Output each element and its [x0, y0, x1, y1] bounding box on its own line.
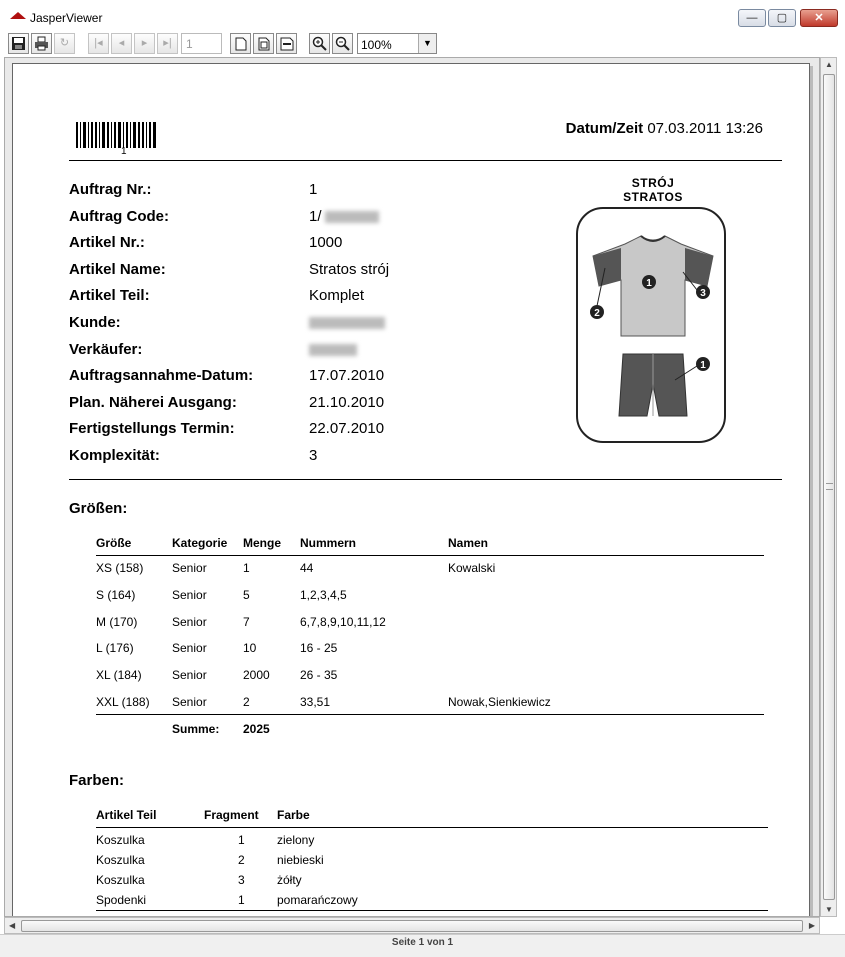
barcode-bar	[83, 122, 86, 148]
field-label: Plan. Näherei Ausgang:	[69, 393, 237, 411]
fit-page-icon[interactable]	[253, 33, 274, 54]
chevron-down-icon[interactable]: ▼	[418, 34, 436, 53]
zoom-in-icon[interactable]	[309, 33, 330, 54]
groessen-header: Größe	[96, 536, 132, 550]
field-value: 17.07.2010	[309, 367, 385, 385]
farben-cell: 3	[238, 873, 245, 887]
zoom-value: 100%	[361, 38, 392, 52]
page-number-input[interactable]	[181, 33, 222, 54]
print-icon[interactable]	[31, 33, 52, 54]
field-label: Artikel Name:	[69, 260, 166, 278]
report-viewport	[4, 57, 820, 917]
actual-size-icon[interactable]	[230, 33, 251, 54]
farben-cell: Koszulka	[96, 833, 145, 847]
divider	[69, 160, 782, 161]
field-value: Stratos strój	[309, 260, 390, 278]
svg-text:3: 3	[700, 288, 706, 299]
barcode-bar	[91, 122, 93, 148]
field-label: Auftrag Nr.:	[69, 181, 152, 198]
barcode-bar	[133, 122, 136, 148]
barcode-bar	[142, 122, 144, 148]
illustration-title-line1: STRÓJ	[631, 176, 675, 190]
barcode-bar	[76, 122, 78, 148]
redacted-value	[309, 317, 385, 329]
datum-value: 07.03.2011 13:26	[647, 120, 763, 137]
field-value: 21.10.2010	[309, 393, 385, 411]
field-label: Fertigstellungs Termin:	[69, 420, 235, 438]
jasper-logo-icon	[10, 12, 26, 19]
groessen-cell: 2000	[243, 668, 270, 683]
groessen-cell: Kowalski	[448, 561, 496, 575]
groessen-cell: Senior	[172, 587, 207, 602]
groessen-cell: XS (158)	[96, 561, 144, 575]
field-label: Auftragsannahme-Datum:	[69, 367, 254, 385]
groessen-cell: XXL (188)	[96, 695, 150, 709]
groessen-header: Menge	[243, 536, 282, 550]
maximize-button[interactable]: ▢	[768, 9, 796, 27]
zoom-select[interactable]	[357, 33, 437, 54]
table-rule	[96, 555, 764, 556]
groessen-header: Nummern	[300, 536, 357, 550]
groessen-cell: 1,2,3,4,5	[300, 587, 347, 602]
barcode-bar	[118, 122, 121, 148]
groessen-cell: Nowak,Sienkiewicz	[448, 695, 551, 709]
groessen-cell: Senior	[172, 695, 207, 709]
barcode-bar	[88, 122, 89, 148]
table-rule	[96, 827, 768, 828]
farben-cell: Spodenki	[96, 893, 147, 907]
toolbar	[4, 31, 840, 55]
barcode-bar	[130, 122, 131, 148]
barcode-bar	[102, 122, 105, 148]
farben-header: Farbe	[277, 808, 310, 822]
farben-header: Artikel Teil	[96, 808, 157, 822]
reload-icon[interactable]: ↻	[54, 33, 75, 54]
barcode-bar	[126, 122, 128, 148]
field-value: 1/	[309, 207, 322, 225]
barcode-bar	[114, 122, 116, 148]
farben-cell: pomarańczowy	[277, 893, 358, 907]
groessen-cell: M (170)	[96, 614, 138, 629]
groessen-cell: 33,51	[300, 695, 331, 709]
groessen-header: Namen	[448, 536, 489, 550]
next-page-icon[interactable]: ▸	[134, 33, 155, 54]
redacted-field	[309, 314, 385, 331]
horizontal-scroll-thumb[interactable]	[21, 920, 803, 932]
table-rule	[96, 714, 764, 715]
svg-text:1: 1	[700, 360, 706, 371]
groessen-cell: 26 - 35	[300, 668, 338, 683]
field-value: 1	[309, 181, 318, 198]
groessen-cell: 10	[243, 641, 257, 656]
groessen-cell: Senior	[172, 668, 207, 683]
horizontal-scrollbar[interactable]	[4, 917, 820, 934]
kit-illustration	[575, 176, 731, 446]
field-label: Artikel Teil:	[69, 287, 150, 305]
page-info: Seite 1 von 1	[391, 937, 454, 948]
groessen-cell: 16 - 25	[300, 641, 338, 656]
field-label: Artikel Nr.:	[69, 234, 145, 252]
farben-cell: niebieski	[277, 853, 324, 867]
field-value: Komplet	[309, 287, 365, 305]
farben-cell: Koszulka	[96, 853, 145, 867]
divider	[69, 479, 782, 480]
save-icon[interactable]	[8, 33, 29, 54]
groessen-cell: Senior	[172, 641, 207, 656]
illustration-title-line2: STRATOS	[623, 190, 683, 204]
field-value: 3	[309, 447, 318, 464]
scroll-up-icon[interactable]: ▲	[825, 60, 833, 69]
svg-text:2: 2	[594, 308, 600, 319]
previous-page-icon[interactable]: ◂	[111, 33, 132, 54]
status-bar	[0, 934, 845, 957]
redacted-field	[323, 208, 379, 225]
field-label: Kunde:	[69, 314, 121, 331]
field-label: Verkäufer:	[69, 340, 143, 358]
last-page-icon[interactable]: ▸|	[157, 33, 178, 54]
barcode	[76, 120, 158, 148]
minimize-button[interactable]: —	[738, 9, 766, 27]
table-rule	[96, 910, 768, 911]
barcode-bar	[149, 122, 151, 148]
datum-zeit	[566, 120, 763, 137]
redacted-value	[325, 211, 379, 223]
first-page-icon[interactable]: |◂	[88, 33, 109, 54]
field-value: 1000	[309, 234, 343, 252]
field-value: 22.07.2010	[309, 420, 385, 438]
barcode-number: 1	[121, 146, 127, 157]
close-button[interactable]: ✕	[800, 9, 838, 27]
groessen-cell: S (164)	[96, 587, 136, 602]
fit-width-icon[interactable]	[276, 33, 297, 54]
scroll-down-icon[interactable]: ▼	[825, 905, 833, 914]
groessen-cell: 44	[300, 561, 314, 575]
farben-cell: 1	[238, 893, 245, 907]
scroll-left-icon[interactable]: ◀	[9, 921, 16, 930]
groessen-cell: 1	[243, 561, 250, 575]
barcode-bar	[146, 122, 147, 148]
svg-text:1: 1	[646, 278, 652, 289]
groessen-cell: L (176)	[96, 641, 134, 656]
groessen-sum-label: Summe:	[172, 722, 220, 736]
groessen-cell: 5	[243, 587, 250, 602]
farben-header: Fragment	[204, 808, 259, 822]
groessen-cell: Senior	[172, 561, 207, 575]
barcode-bar	[123, 122, 124, 148]
farben-cell: 2	[238, 853, 245, 867]
barcode-bar	[153, 122, 156, 148]
farben-cell: zielony	[277, 833, 315, 847]
farben-cell: 1	[238, 833, 245, 847]
redacted-field	[309, 341, 357, 358]
barcode-bar	[80, 122, 81, 148]
groessen-cell: 7	[243, 614, 250, 629]
jersey-shorts-icon	[575, 206, 731, 446]
groessen-title: Größen:	[69, 500, 128, 517]
redacted-value	[309, 344, 357, 356]
groessen-header: Kategorie	[172, 536, 228, 550]
datum-label: Datum/Zeit	[565, 120, 644, 137]
barcode-bar	[99, 122, 100, 148]
groessen-cell: 2	[243, 695, 250, 709]
zoom-out-icon[interactable]	[332, 33, 353, 54]
title-bar	[0, 0, 845, 30]
scroll-right-icon[interactable]: ▶	[808, 921, 815, 930]
groessen-cell: 6,7,8,9,10,11,12	[300, 614, 386, 629]
barcode-bar	[138, 122, 140, 148]
farben-title: Farben:	[69, 772, 125, 789]
field-label: Auftrag Code:	[69, 207, 169, 225]
groessen-cell: Senior	[172, 614, 207, 629]
groessen-cell: XL (184)	[96, 668, 142, 683]
vertical-scroll-thumb[interactable]	[823, 74, 835, 900]
barcode-bar	[95, 122, 97, 148]
groessen-sum-value: 2025	[243, 722, 270, 736]
field-label: Komplexität:	[69, 447, 160, 464]
barcode-bar	[111, 122, 112, 148]
report-page	[12, 63, 810, 917]
window-title: JasperViewer	[30, 11, 103, 25]
farben-cell: żółty	[277, 873, 302, 887]
vertical-scrollbar[interactable]	[820, 57, 837, 917]
farben-cell: Koszulka	[96, 873, 145, 887]
barcode-bar	[107, 122, 109, 148]
